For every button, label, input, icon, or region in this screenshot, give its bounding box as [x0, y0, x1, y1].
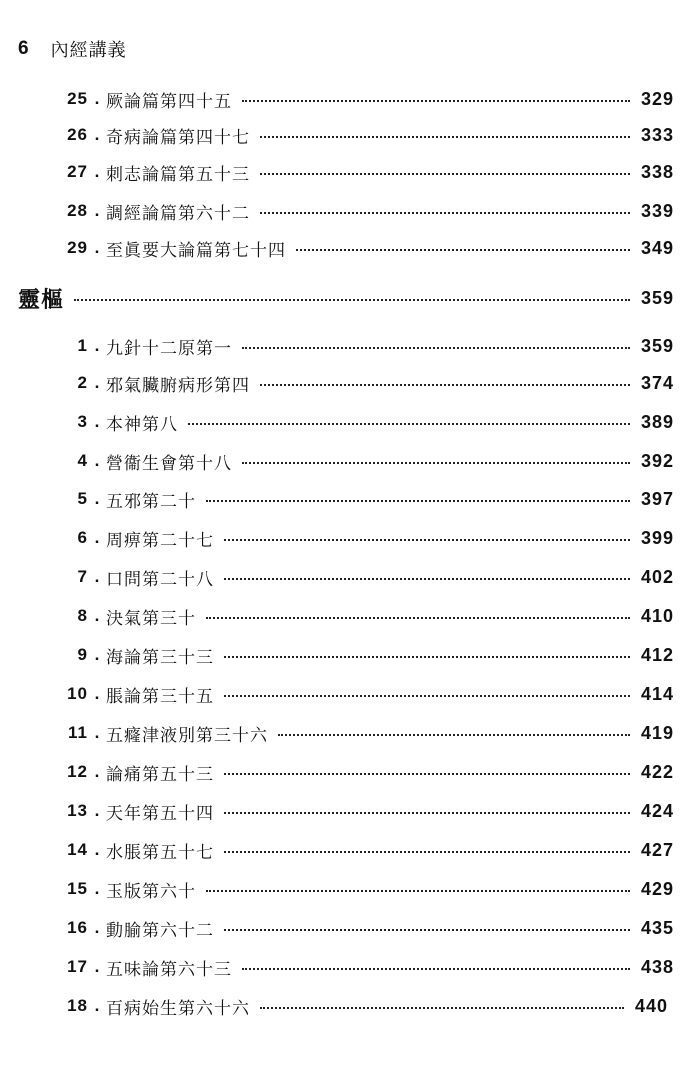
entry-title: 海論第三十三	[106, 647, 214, 668]
toc-entry-suwen-26	[58, 121, 674, 149]
entry-separator: .	[94, 373, 100, 392]
dot-leader	[224, 695, 630, 697]
entry-page-number: 410	[640, 605, 674, 626]
entry-separator: .	[94, 125, 100, 144]
entry-page-number: 419	[640, 722, 674, 743]
toc-entry-lingshu-1	[50, 332, 674, 360]
dot-leader	[224, 773, 630, 775]
toc-entry-suwen-29	[58, 234, 674, 262]
entry-page-number: 397	[640, 488, 674, 509]
entry-page-number: 392	[640, 450, 674, 471]
dot-leader	[260, 1007, 624, 1009]
toc-entry-suwen-27	[58, 158, 674, 186]
entry-page-number: 402	[640, 566, 674, 587]
toc-entry-lingshu-8	[50, 602, 674, 630]
entry-page-number: 399	[640, 527, 674, 548]
dot-leader	[242, 347, 630, 349]
entry-title: 五癃津液別第三十六	[106, 725, 268, 746]
entry-separator: .	[94, 201, 100, 220]
toc-entry-lingshu-5	[50, 485, 674, 513]
dot-leader	[260, 384, 630, 386]
entry-page-number: 422	[640, 761, 674, 782]
entry-title: 奇病論篇第四十七	[106, 127, 250, 148]
entry-title: 刺志論篇第五十三	[106, 164, 250, 185]
entry-number: 8	[77, 606, 88, 625]
entry-number: 5	[77, 489, 88, 508]
toc-entry-lingshu-17	[50, 953, 674, 981]
entry-separator: .	[94, 89, 100, 108]
entry-separator: .	[94, 528, 100, 547]
entry-page-number: 389	[640, 411, 674, 432]
entry-separator: .	[94, 996, 100, 1015]
toc-entry-lingshu-15	[50, 875, 674, 903]
dot-leader	[224, 656, 630, 658]
dot-leader	[188, 423, 630, 425]
toc-entry-lingshu-11	[50, 719, 674, 747]
entry-separator: .	[94, 684, 100, 703]
toc-entry-lingshu-14	[50, 836, 674, 864]
entry-separator: .	[94, 879, 100, 898]
entry-number: 14	[67, 840, 88, 859]
entry-page-number: 427	[640, 839, 674, 860]
entry-page-number: 414	[640, 683, 674, 704]
entry-number: 12	[67, 762, 88, 781]
dot-leader	[224, 539, 630, 541]
entry-page-number: 435	[640, 917, 674, 938]
toc-entry-suwen-28	[58, 197, 674, 225]
toc-entry-lingshu-12	[50, 758, 674, 786]
entry-title: 天年第五十四	[106, 803, 214, 824]
entry-number: 18	[67, 996, 88, 1015]
dot-leader	[260, 136, 630, 138]
entry-number: 26	[67, 125, 88, 144]
dot-leader	[224, 851, 630, 853]
entry-title: 玉版第六十	[106, 881, 196, 902]
entry-separator: .	[94, 567, 100, 586]
toc-entry-lingshu-7	[50, 563, 674, 591]
entry-page-number: 339	[640, 200, 674, 221]
entry-separator: .	[94, 489, 100, 508]
entry-title: 調經論篇第六十二	[106, 203, 250, 224]
entry-title: 脹論第三十五	[106, 686, 214, 707]
toc-entry-lingshu-4	[50, 447, 674, 475]
entry-page-number: 374	[640, 372, 674, 393]
entry-title: 厥論篇第四十五	[106, 91, 232, 112]
entry-page-number: 412	[640, 644, 674, 665]
toc-entry-lingshu-16	[50, 914, 674, 942]
entry-title: 動腧第六十二	[106, 920, 214, 941]
dot-leader	[260, 173, 630, 175]
dot-leader	[242, 100, 630, 102]
section-page-number: 359	[640, 287, 674, 308]
toc-entry-lingshu-9	[50, 641, 674, 669]
entry-separator: .	[94, 918, 100, 937]
entry-page-number: 338	[640, 161, 674, 182]
entry-number: 2	[77, 373, 88, 392]
entry-separator: .	[94, 238, 100, 257]
entry-number: 10	[67, 684, 88, 703]
entry-number: 9	[77, 645, 88, 664]
toc-entry-lingshu-18	[50, 992, 668, 1020]
toc-entry-lingshu-6	[50, 524, 674, 552]
toc-entry-lingshu-2	[50, 369, 674, 397]
dot-leader	[206, 890, 630, 892]
dot-leader	[74, 299, 630, 301]
page-header	[18, 34, 127, 64]
entry-page-number: 333	[640, 124, 674, 145]
entry-separator: .	[94, 451, 100, 470]
entry-title: 口問第二十八	[106, 569, 214, 590]
entry-number: 27	[67, 162, 88, 181]
entry-separator: .	[94, 762, 100, 781]
dot-leader	[206, 500, 630, 502]
dot-leader	[296, 249, 630, 251]
entry-page-number: 429	[640, 878, 674, 899]
entry-number: 16	[67, 918, 88, 937]
entry-title: 論痛第五十三	[106, 764, 214, 785]
entry-separator: .	[94, 412, 100, 431]
entry-title: 營衞生會第十八	[106, 453, 232, 474]
toc-entry-lingshu-3	[50, 408, 674, 436]
entry-title: 至眞要大論篇第七十四	[106, 240, 286, 261]
dot-leader	[224, 578, 630, 580]
entry-title: 水脹第五十七	[106, 842, 214, 863]
entry-page-number: 424	[640, 800, 674, 821]
dot-leader	[242, 968, 630, 970]
entry-title: 五味論第六十三	[106, 959, 232, 980]
dot-leader	[206, 617, 630, 619]
entry-page-number: 440	[634, 995, 668, 1016]
dot-leader	[224, 812, 630, 814]
entry-number: 28	[67, 201, 88, 220]
entry-separator: .	[94, 723, 100, 742]
entry-title: 邪氣臟腑病形第四	[106, 375, 250, 396]
entry-page-number: 359	[640, 335, 674, 356]
toc-entry-lingshu-13	[50, 797, 674, 825]
dot-leader	[278, 734, 630, 736]
entry-separator: .	[94, 801, 100, 820]
dot-leader	[260, 212, 630, 214]
entry-title: 本神第八	[106, 414, 178, 435]
entry-title: 五邪第二十	[106, 491, 196, 512]
toc-entry-lingshu-10	[50, 680, 674, 708]
entry-number: 4	[77, 451, 88, 470]
entry-separator: .	[94, 840, 100, 859]
entry-number: 25	[67, 89, 88, 108]
entry-number: 17	[67, 957, 88, 976]
page-number: 6	[18, 38, 29, 59]
entry-separator: .	[94, 645, 100, 664]
entry-number: 11	[68, 723, 88, 742]
entry-number: 13	[67, 801, 88, 820]
entry-page-number: 349	[640, 237, 674, 258]
entry-number: 7	[77, 567, 88, 586]
entry-title: 決氣第三十	[106, 608, 196, 629]
entry-number: 1	[77, 336, 88, 355]
dot-leader	[242, 462, 630, 464]
book-title: 內經講義	[50, 40, 127, 61]
entry-separator: .	[94, 606, 100, 625]
entry-number: 6	[77, 528, 88, 547]
entry-separator: .	[94, 336, 100, 355]
section-heading-title: 靈樞	[18, 287, 65, 312]
entry-title: 周痹第二十七	[106, 530, 214, 551]
entry-separator: .	[94, 162, 100, 181]
entry-number: 15	[67, 879, 88, 898]
entry-number: 3	[77, 412, 88, 431]
entry-page-number: 329	[640, 88, 674, 109]
dot-leader	[224, 929, 630, 931]
entry-title: 九針十二原第一	[106, 338, 232, 359]
entry-title: 百病始生第六十六	[106, 998, 250, 1019]
entry-page-number: 438	[640, 956, 674, 977]
entry-separator: .	[94, 957, 100, 976]
entry-number: 29	[67, 238, 88, 257]
section-heading-lingshu	[18, 284, 674, 312]
toc-entry-suwen-25	[58, 85, 674, 113]
